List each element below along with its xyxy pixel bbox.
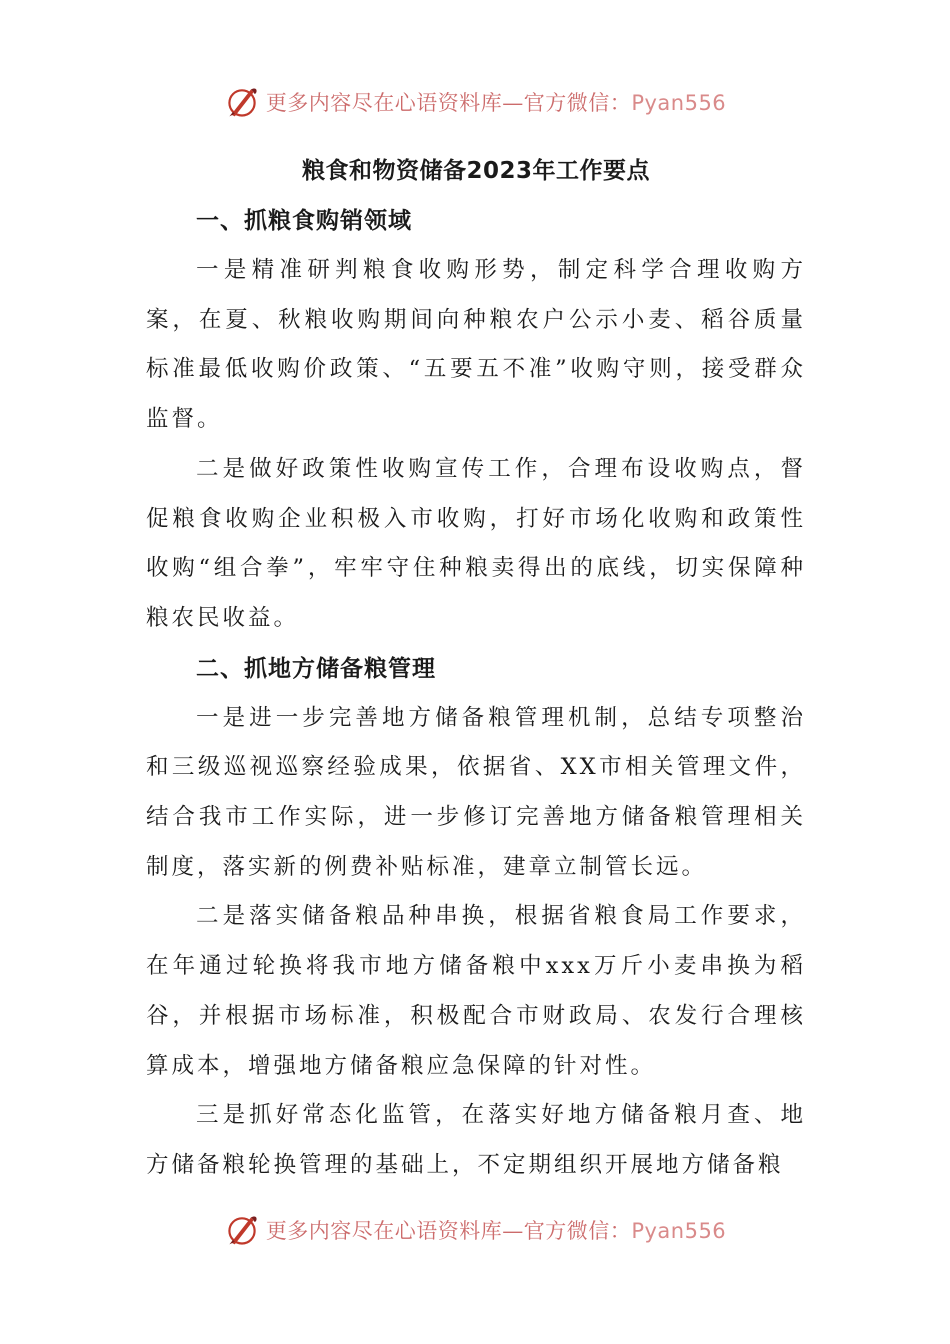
section-heading-2: 二、抓地方储备粮管理: [196, 655, 436, 682]
header-watermark: [0, 82, 950, 122]
section-1-paragraph-1: 一是精准研判粮食收购形势，制定科学合理收购方案，在夏、秋粮收购期间向种粮农户公示小麦、稻谷质量标准最低收购价政策、“五要五不准”收购守则，接受群众监督。: [146, 257, 806, 433]
document-title: 粮食和物资储备2023年工作要点: [301, 158, 650, 184]
section-2-paragraph-2: 二是落实储备粮品种串换，根据省粮食局工作要求，在年通过轮换将我市地方储备粮中xxx万斤小麦串换为稻谷，并根据市场标准，积极配合市财政局、农发行合理核算成本，增强地方储备粮应急保障的针对性。: [146, 903, 806, 1079]
watermark-text: [266, 1215, 726, 1245]
section-2-paragraph-1: 一是进一步完善地方储备粮管理机制，总结专项整治和三级巡视巡察经验成果，依据省、XX市相关管理文件，结合我市工作实际，进一步修订完善地方储备粮管理相关制度，落实新的例费补贴标准，建章立制管长远。: [146, 704, 806, 880]
watermark-text: [266, 87, 726, 117]
watermark-wechat-id: Pyan556: [631, 91, 727, 115]
quill-pen-logo-icon: [224, 84, 260, 120]
section-heading-1: 一、抓粮食购销领域: [196, 208, 412, 234]
watermark-wechat-id: Pyan556: [631, 1219, 727, 1243]
section-2-paragraph-3: 三是抓好常态化监管，在落实好地方储备粮月查、地方储备粮轮换管理的基础上，不定期组织开展地方储备粮: [146, 1102, 806, 1178]
watermark-caption: 更多内容尽在心语资料库—官方微信：: [265, 1219, 632, 1243]
document-body: [146, 146, 806, 1191]
watermark-caption: 更多内容尽在心语资料库—官方微信：: [265, 91, 632, 115]
footer-watermark: [0, 1210, 950, 1250]
section-1-paragraph-2: 二是做好政策性收购宣传工作，合理布设收购点，督促粮食收购企业积极入市收购，打好市场化收购和政策性收购“组合拳”，牢牢守住种粮卖得出的底线，切实保障种粮农民收益。: [146, 455, 806, 631]
quill-pen-logo-icon: [224, 1212, 260, 1248]
